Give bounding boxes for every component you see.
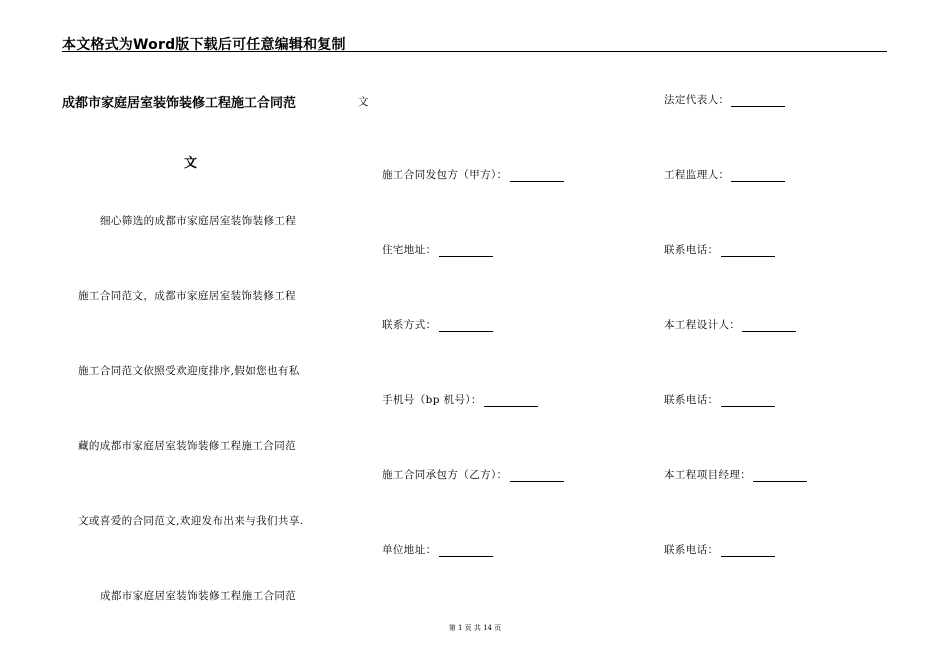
body-line: 施工合同范文，成都市家庭居室装饰装修工程 bbox=[78, 290, 296, 302]
body-line: 成都市家庭居室装饰装修工程施工合同范 bbox=[100, 590, 297, 602]
document-title-continuation: 文 bbox=[184, 156, 198, 171]
blank-line bbox=[484, 395, 538, 407]
field-label: 住宅地址： bbox=[382, 244, 437, 256]
field-label: 法定代表人： bbox=[664, 94, 730, 106]
body-line: 施工合同范文依照受欢迎度排序,假如您也有私 bbox=[78, 365, 300, 377]
blank-line bbox=[510, 170, 564, 182]
blank-line bbox=[510, 470, 564, 482]
contract-field bbox=[664, 242, 775, 257]
contract-field bbox=[664, 92, 785, 107]
contract-field bbox=[664, 392, 775, 407]
blank-line bbox=[753, 470, 807, 482]
body-line: 文或喜爱的合同范文,欢迎发布出来与我们共享. bbox=[78, 515, 304, 527]
field-label: 本工程项目经理： bbox=[664, 469, 752, 481]
contract-field bbox=[664, 317, 796, 332]
contract-field bbox=[664, 167, 785, 182]
contract-field bbox=[382, 242, 493, 257]
document-title: 成都市家庭居室装饰装修工程施工合同范 bbox=[62, 96, 297, 111]
body-line: 藏的成都市家庭居室装饰装修工程施工合同范 bbox=[78, 440, 296, 452]
blank-line bbox=[721, 245, 775, 257]
contract-field bbox=[382, 317, 493, 332]
field-label: 工程监理人： bbox=[664, 169, 730, 181]
blank-line bbox=[731, 170, 785, 182]
blank-line bbox=[731, 95, 785, 107]
column2-continuation: 文 bbox=[358, 96, 369, 108]
body-line: 细心筛选的成都市家庭居室装饰装修工程 bbox=[100, 215, 297, 227]
field-label: 单位地址： bbox=[382, 544, 437, 556]
field-label: 联系方式： bbox=[382, 319, 437, 331]
field-label: 施工合同发包方（甲方）： bbox=[382, 169, 508, 181]
field-label: 联系电话： bbox=[664, 544, 719, 556]
contract-field bbox=[382, 467, 564, 482]
contract-field bbox=[664, 542, 775, 557]
contract-field bbox=[382, 392, 538, 407]
blank-line bbox=[721, 545, 775, 557]
blank-line bbox=[439, 545, 493, 557]
blank-line bbox=[439, 320, 493, 332]
blank-line bbox=[742, 320, 796, 332]
blank-line bbox=[721, 395, 775, 407]
contract-field bbox=[664, 467, 807, 482]
header-divider bbox=[62, 51, 887, 52]
field-label: 本工程设计人： bbox=[664, 319, 741, 331]
contract-field bbox=[382, 167, 564, 182]
page-number: 第 1 页 共 14 页 bbox=[448, 624, 502, 632]
blank-line bbox=[439, 245, 493, 257]
field-label: 施工合同承包方（乙方）： bbox=[382, 469, 508, 481]
field-label: 手机号（bp 机号）： bbox=[382, 394, 482, 406]
field-label: 联系电话： bbox=[664, 244, 719, 256]
page-header-text: 本文格式为Word版下载后可任意编辑和复制 bbox=[62, 37, 346, 53]
field-label: 联系电话： bbox=[664, 394, 719, 406]
contract-field bbox=[382, 542, 493, 557]
